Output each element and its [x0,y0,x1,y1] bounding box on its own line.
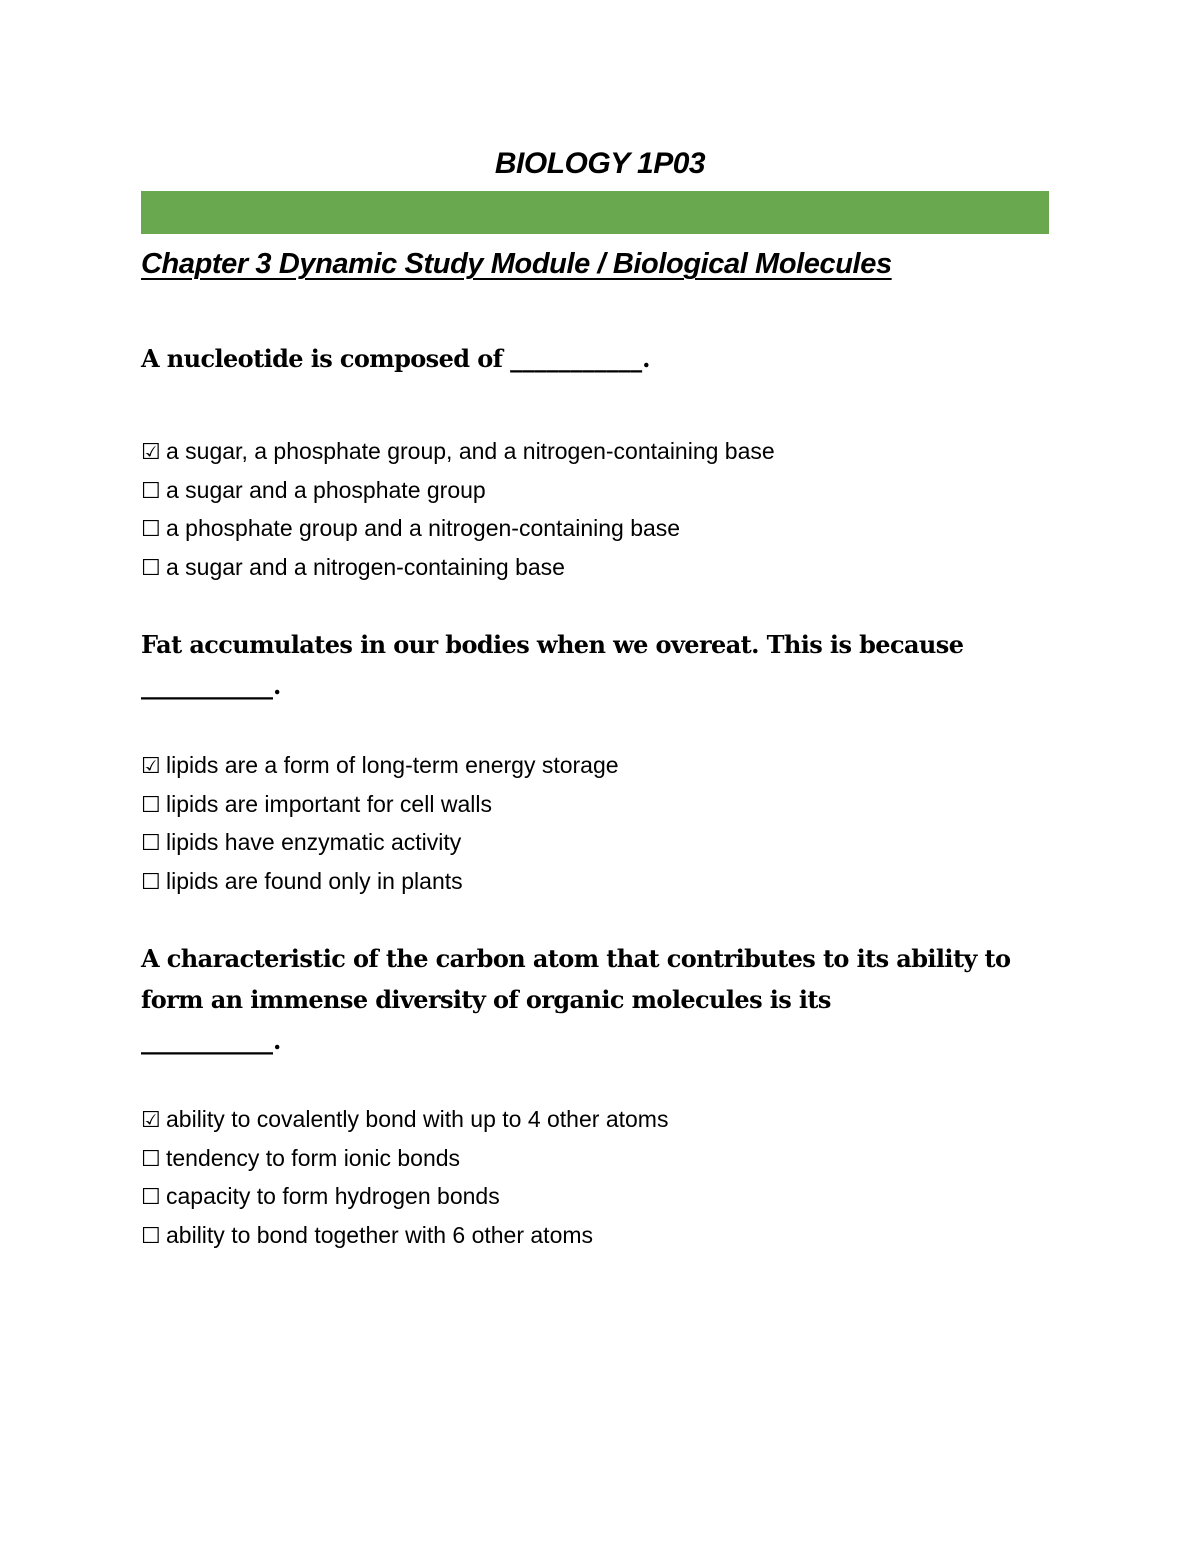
checked-box-icon[interactable]: ☑ [141,754,161,779]
option-item [141,432,775,471]
unchecked-box-icon[interactable]: ☐ [141,1223,161,1249]
option-item [141,823,619,862]
option-label: ability to covalently bond with up to 4 other atoms [166,1106,669,1132]
checked-box-icon[interactable]: ☑ [141,1108,161,1133]
option-item [141,1177,668,1216]
option-item [141,785,619,824]
unchecked-box-icon[interactable]: ☐ [141,1146,161,1172]
option-label: lipids have enzymatic activity [166,829,462,855]
question-text: A characteristic of the carbon atom that contributes to its ability to form an immense diversity of organic molecules is its [141,944,1011,1014]
option-item [141,1100,668,1139]
option-item [141,746,619,785]
unchecked-box-icon[interactable]: ☐ [141,792,161,818]
unchecked-box-icon[interactable]: ☐ [141,831,161,856]
option-label: a sugar and a nitrogen-containing base [166,553,565,580]
option-label: a sugar, a phosphate group, and a nitrogen-containing base [166,438,775,464]
green-header-bar [141,191,1049,234]
checked-box-icon[interactable]: ☑ [141,440,161,465]
option-item [141,548,775,587]
option-label: lipids are important for cell walls [166,790,492,817]
answer-blank: ___________. [141,671,282,700]
unchecked-box-icon[interactable]: ☐ [141,1185,161,1210]
question-3-options [141,1100,668,1254]
answer-blank: ___________. [510,344,651,373]
option-label: tendency to form ionic bonds [166,1144,461,1171]
option-item [141,862,619,901]
unchecked-box-icon[interactable]: ☐ [141,869,161,895]
option-item [141,471,775,510]
question-1-options [141,432,775,586]
option-label: lipids are found only in plants [166,867,463,894]
page-title: BIOLOGY 1P03 [494,147,706,180]
question-text: Fat accumulates in our bodies when we overeat. This is because [141,630,964,659]
question-text: A nucleotide is composed of [141,344,511,373]
question-3 [141,938,1056,1061]
question-2-options [141,746,619,900]
option-label: a phosphate group and a nitrogen-containing base [166,515,681,541]
unchecked-box-icon[interactable]: ☐ [141,555,161,581]
unchecked-box-icon[interactable]: ☐ [141,517,161,542]
question-2 [141,624,1056,706]
answer-blank: ___________. [141,1026,282,1055]
option-label: a sugar and a phosphate group [166,476,486,503]
option-item [141,1216,668,1255]
question-1 [141,338,1056,379]
option-label: capacity to form hydrogen bonds [166,1183,500,1209]
option-item [141,1139,668,1178]
option-label: ability to bond together with 6 other atoms [166,1221,594,1248]
option-label: lipids are a form of long-term energy storage [166,752,619,778]
option-item [141,509,775,548]
unchecked-box-icon[interactable]: ☐ [141,478,161,504]
chapter-heading: Chapter 3 Dynamic Study Module / Biological Molecules [141,248,892,280]
